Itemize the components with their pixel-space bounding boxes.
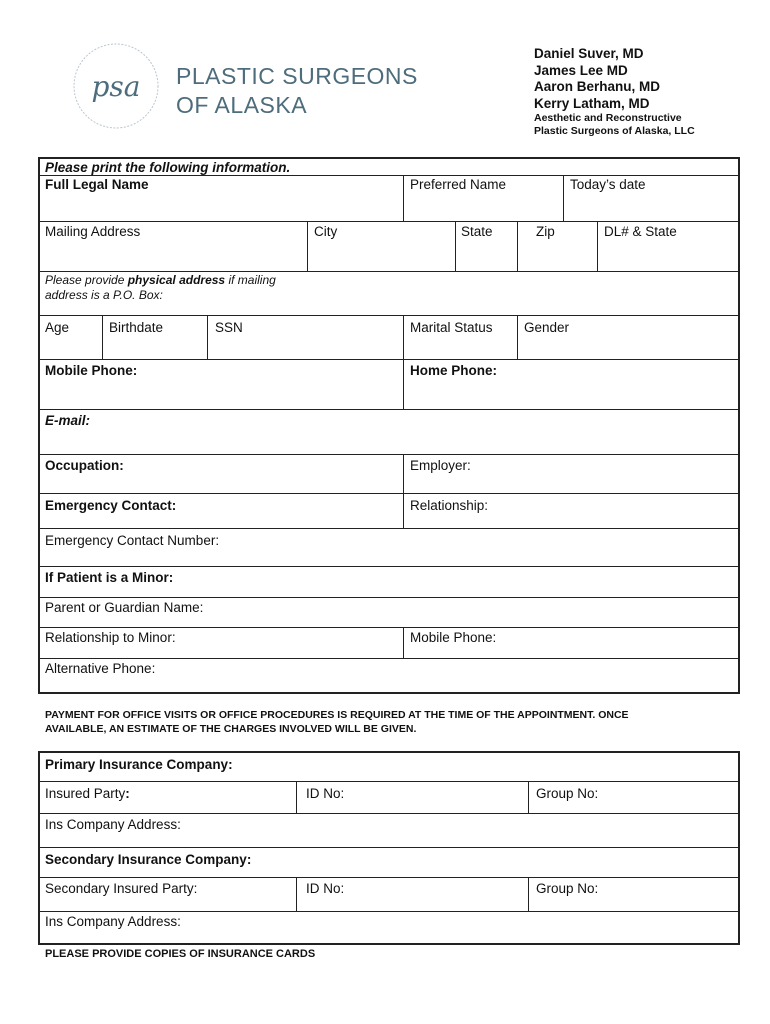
city-field[interactable]: City [314,224,338,239]
rule [38,911,740,912]
doctor-name: Kerry Latham, MD [534,95,650,111]
rule [38,627,740,628]
dl-state-field[interactable]: DL# & State [604,224,677,239]
rule [38,315,740,316]
logo-monogram: psa [91,70,141,103]
payment-notice: PAYMENT FOR OFFICE VISITS OR OFFICE PROCEDURES IS REQUIRED AT THE TIME OF THE APPOINTMENT. ONCE AVAILABLE, AN ESTIMATE OF THE CHARGES INVOLVED WILL BE GIVEN. [45,709,629,735]
rule [38,566,740,567]
ins-address-2-field[interactable]: Ins Company Address: [45,914,181,929]
relationship-field[interactable]: Relationship: [410,498,489,513]
id-no-2-field[interactable]: ID No: [306,881,345,896]
rule [38,781,740,782]
doctor-name: Daniel Suver, MD [534,46,644,61]
practice-logo [70,40,430,140]
zip-field[interactable]: Zip [536,224,555,239]
rule [38,221,740,222]
secondary-insured-field[interactable]: Secondary Insured Party: [45,881,198,896]
rule [403,627,404,658]
rule [38,877,740,878]
rule [38,271,740,272]
rule [563,175,564,221]
rule [403,493,404,528]
doctor-name: James Lee MD [534,62,628,78]
rule [403,175,404,221]
rule [528,877,529,911]
alt-phone-field[interactable]: Alternative Phone: [45,661,156,676]
rule [38,409,740,410]
todays-date-field[interactable]: Today’s date [570,177,646,192]
rule [455,221,456,271]
rule [403,454,404,493]
rule [38,813,740,814]
insured-party-field[interactable]: Insured Party: [45,786,130,801]
rule [38,528,740,529]
id-no-field[interactable]: ID No: [306,786,345,801]
relationship-minor-field[interactable]: Relationship to Minor: [45,630,176,645]
primary-insurance-heading: Primary Insurance Company: [45,757,233,772]
doctor-list [534,46,660,112]
doctor-name: Aaron Berhanu, MD [534,79,661,94]
emergency-contact-field[interactable]: Emergency Contact: [45,498,177,513]
rule [38,359,740,360]
rule [38,454,740,455]
form-intro: Please print the following information. [45,160,291,175]
gender-field[interactable]: Gender [524,320,570,335]
rule [403,359,404,409]
rule [38,658,740,659]
rule [403,315,404,359]
rule [517,221,518,271]
rule [38,493,740,494]
ins-address-field[interactable]: Ins Company Address: [45,817,181,832]
rule [207,315,208,359]
copies-notice: PLEASE PROVIDE COPIES OF INSURANCE CARDS [45,948,316,960]
rule [296,781,297,813]
ssn-field[interactable]: SSN [215,320,243,335]
rule [517,315,518,359]
age-field[interactable]: Age [45,320,70,335]
preferred-name-field[interactable]: Preferred Name [410,177,507,192]
logo-emblem [70,40,162,132]
minor-heading: If Patient is a Minor: [45,570,174,585]
emergency-number-field[interactable]: Emergency Contact Number: [45,533,220,548]
occupation-field[interactable]: Occupation: [45,458,124,473]
minor-mobile-field[interactable]: Mobile Phone: [410,630,497,645]
rule [597,221,598,271]
group-no-field[interactable]: Group No: [536,786,599,801]
email-field[interactable]: E-mail: [45,413,91,428]
rule [38,847,740,848]
state-field[interactable]: State [461,224,493,239]
home-phone-field[interactable]: Home Phone: [410,363,498,378]
group-no-2-field[interactable]: Group No: [536,881,599,896]
rule [38,597,740,598]
marital-status-field[interactable]: Marital Status [410,320,493,335]
birthdate-field[interactable]: Birthdate [109,320,164,335]
rule [102,315,103,359]
secondary-insurance-heading: Secondary Insurance Company: [45,852,252,867]
rule [528,781,529,813]
rule [296,877,297,911]
logo-wordmark: PLASTIC SURGEONS OF ALASKA [176,63,418,118]
mobile-phone-field[interactable]: Mobile Phone: [45,363,138,378]
rule [307,221,308,271]
employer-field[interactable]: Employer: [410,458,471,473]
full-legal-name-field[interactable]: Full Legal Name [45,177,149,192]
practice-name: Aesthetic and Reconstructive Plastic Surgeons of Alaska, LLC [534,112,695,137]
physical-address-note[interactable]: Please provide physical address if mailing address is a P.O. Box: [45,273,276,302]
mailing-address-field[interactable]: Mailing Address [45,224,141,239]
guardian-name-field[interactable]: Parent or Guardian Name: [45,600,204,615]
